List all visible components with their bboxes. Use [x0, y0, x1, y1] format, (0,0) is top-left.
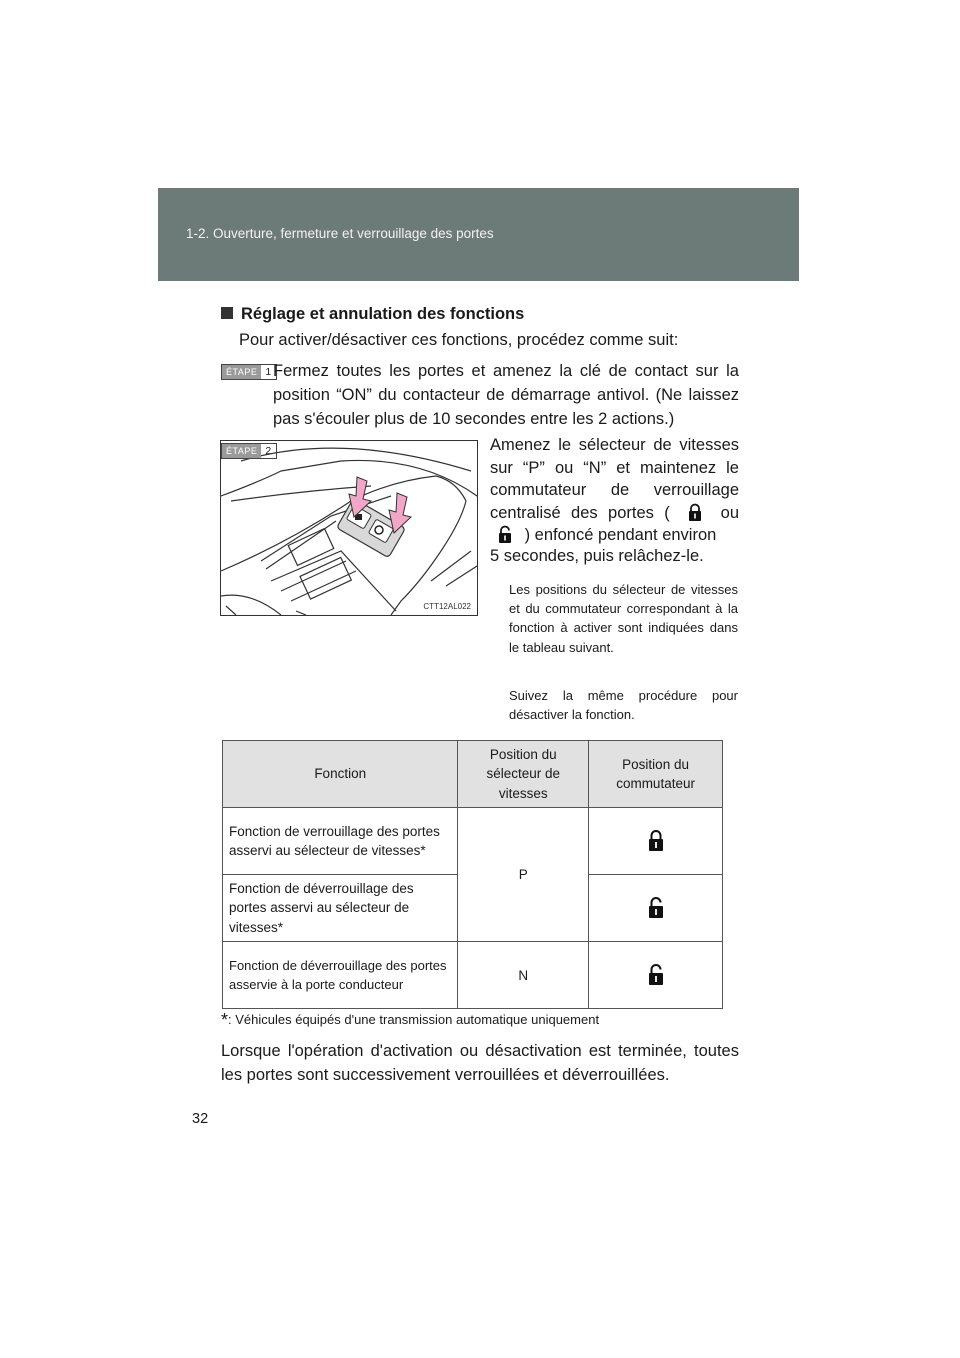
- table-cell-switch: [589, 808, 723, 875]
- section-title: [221, 305, 524, 324]
- table-header-cell: Position du commutateur: [589, 741, 723, 808]
- step2-text-or: ou: [720, 503, 740, 522]
- square-bullet-icon: [221, 307, 233, 319]
- table-row: [223, 808, 723, 875]
- step2-badge: [221, 443, 277, 459]
- step2-text: [490, 434, 739, 547]
- table-cell-selector: N: [458, 942, 589, 1009]
- page-number: 32: [192, 1111, 209, 1127]
- step-badge-number: 2: [265, 445, 272, 457]
- conclusion-text: Lorsque l'opération d'activation ou désactivation est terminée, toutes les portes sont successivement verrouillées et déverrouillées.: [221, 1042, 739, 1084]
- lock-open-icon: [648, 963, 664, 985]
- lock-closed-icon: [648, 829, 664, 851]
- functions-table: [222, 740, 723, 1009]
- intro-text: Pour activer/désactiver ces fonctions, procédez comme suit:: [239, 331, 679, 349]
- footnote-star: *: [221, 1010, 229, 1030]
- table-cell-function: Fonction de verrouillage des portes asservi au sélecteur de vitesses*: [223, 808, 458, 875]
- table-cell-selector: P: [458, 808, 589, 942]
- door-lock-switch-drawing: [221, 441, 477, 615]
- step2-note-deactivate: Suivez la même procédure pour désactiver la fonction.: [509, 688, 738, 723]
- section-header-title: 1-2. Ouverture, fermeture et verrouillage des portes: [186, 226, 494, 241]
- illustration-code: CTT12AL022: [423, 602, 471, 611]
- table-cell-function: Fonction de déverrouillage des portes asservi au sélecteur de vitesses*: [223, 875, 458, 942]
- table-header-row: [223, 741, 723, 808]
- step-badge-label: ÉTAPE: [222, 444, 261, 458]
- table-cell-function: Fonction de déverrouillage des portes asservie à la porte conducteur: [223, 942, 458, 1009]
- lock-open-icon: [490, 525, 520, 543]
- section-title-text: Réglage et annulation des fonctions: [241, 305, 525, 323]
- lock-open-icon: [648, 896, 664, 918]
- footnote-text: : Véhicules équipés d'une transmission automatique uniquement: [228, 1012, 600, 1027]
- step2-text-end: 5 secondes, puis relâchez-le.: [490, 547, 704, 565]
- table-cell-switch: [589, 875, 723, 942]
- footnote: [221, 1010, 599, 1031]
- step1-text: Fermez toutes les portes et amenez la clé de contact sur la position “ON” du contacteur de démarrage antivol. (Ne laissez pas s'écouler plus de 10 secondes entre les 2 actions.): [273, 362, 739, 428]
- table-cell-switch: [589, 942, 723, 1009]
- step-badge-label: ÉTAPE: [222, 365, 261, 379]
- step1-badge: [221, 364, 277, 380]
- door-switch-illustration: [220, 440, 478, 616]
- table-header-cell: Fonction: [223, 741, 458, 808]
- section-header-band: [158, 188, 799, 281]
- lock-closed-icon: [680, 503, 710, 521]
- step2-text-b: ) enfoncé pendant environ: [524, 526, 717, 545]
- table-header-cell: Position du sélecteur de vitesses: [458, 741, 589, 808]
- table-row: [223, 942, 723, 1009]
- step2-text-a: Amenez le sélecteur de vitesses sur “P” ou “N” et maintenez le commutateur de verrouillage centralisé des portes (: [490, 436, 739, 522]
- step2-note-positions: Les positions du sélecteur de vitesses et du commutateur correspondant à la fonction à activer sont indiquées dans le tableau suivant.: [509, 582, 738, 655]
- step-badge-number: 1: [265, 366, 272, 378]
